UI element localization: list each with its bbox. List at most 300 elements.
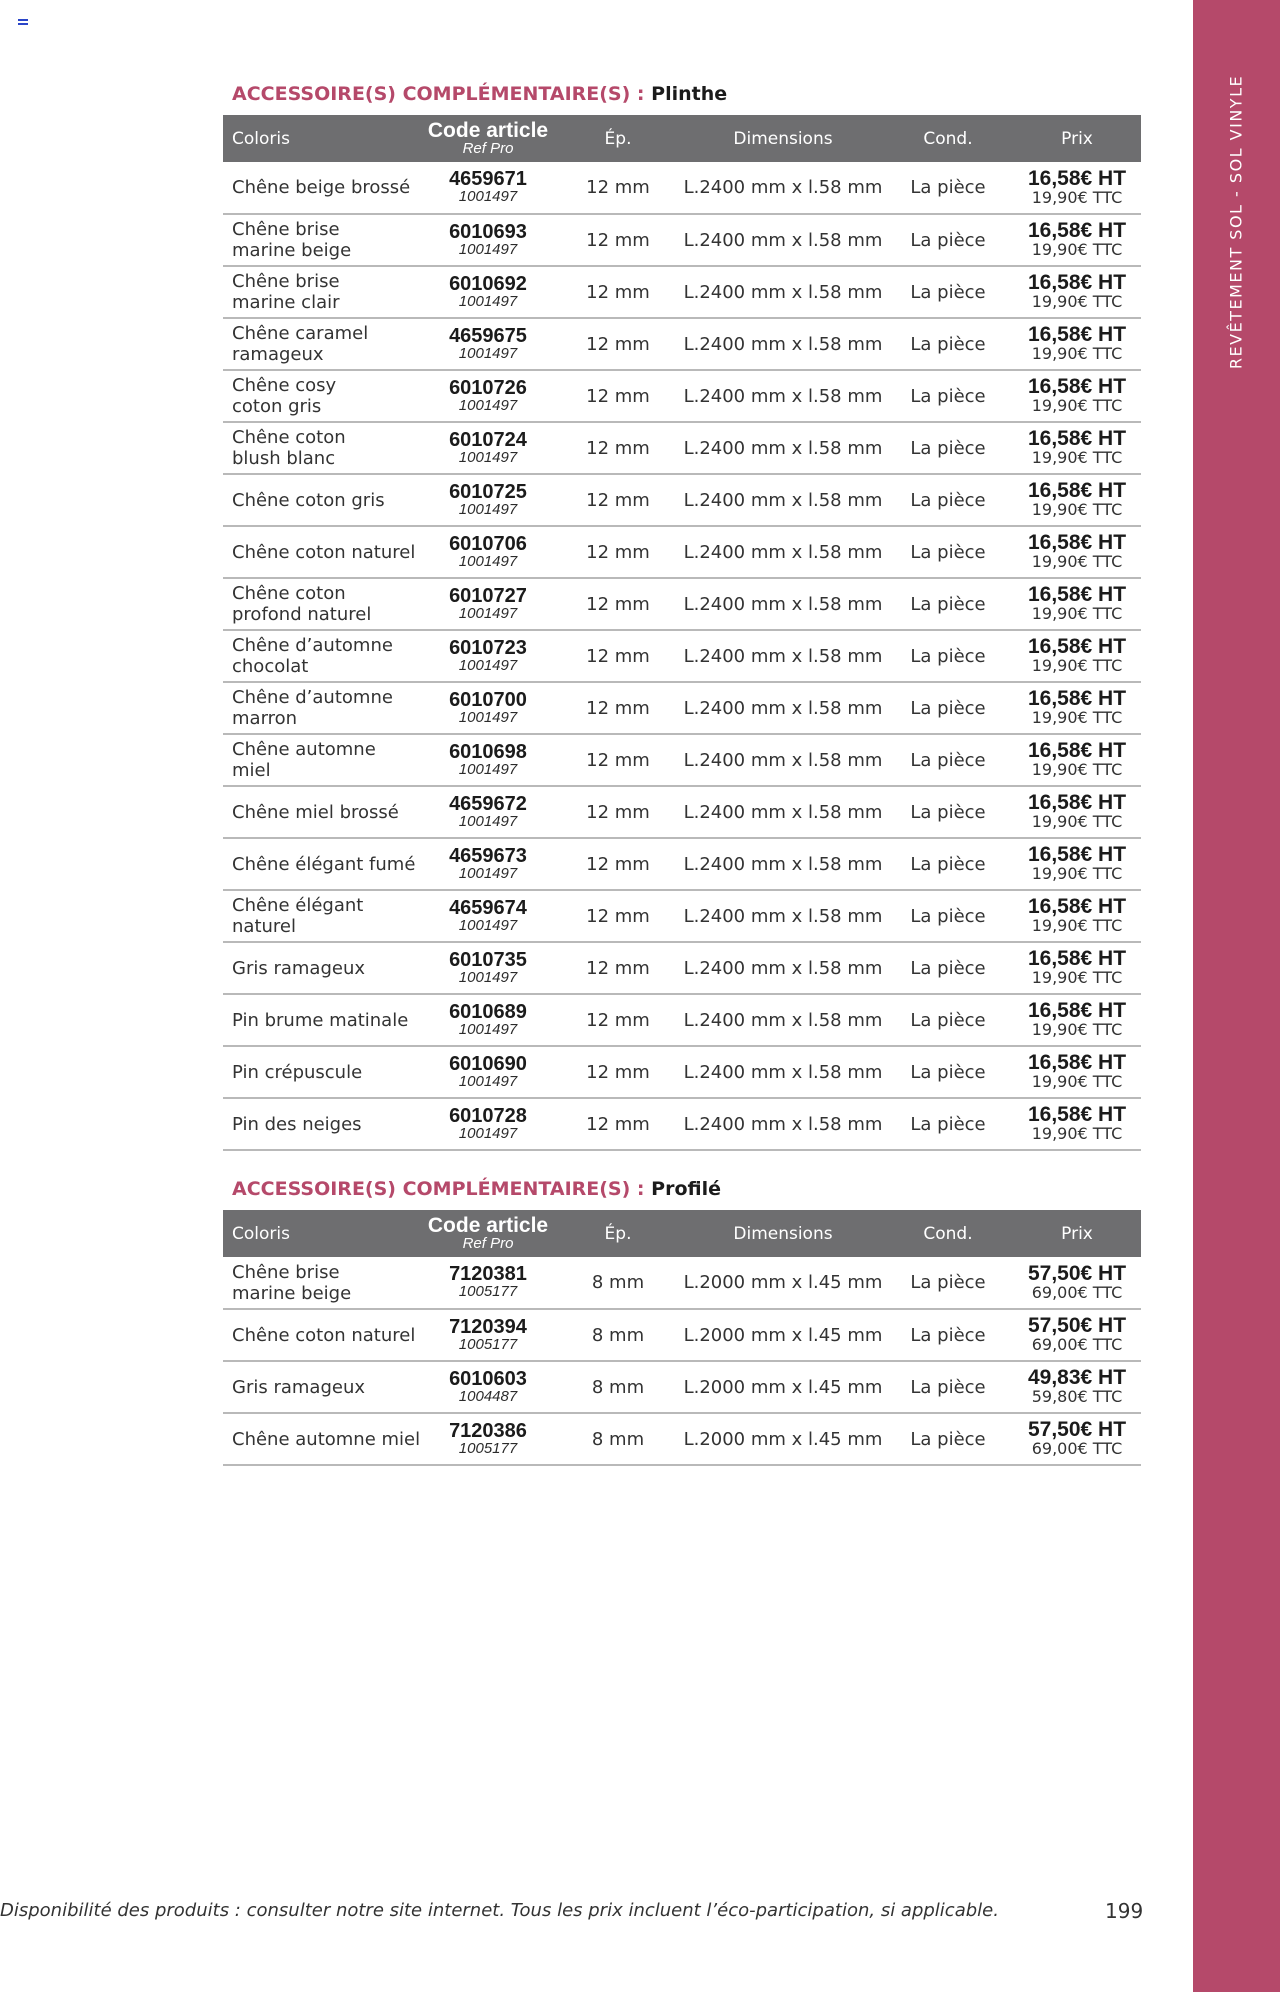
prix-cell: [1013, 578, 1141, 630]
plinthe-table: [223, 115, 1141, 1151]
code-article: 4659672: [449, 792, 527, 815]
dimensions-cell: L.2000 mm x l.45 mm: [683, 1376, 883, 1398]
coloris-line: Chêne élégant: [232, 895, 364, 916]
prix-cell: [1013, 838, 1141, 890]
coloris-line: marron: [232, 708, 298, 729]
table-row: [223, 1361, 1141, 1413]
price-ttc: 19,90€ TTC: [1031, 448, 1123, 467]
coloris-line: Chêne brise: [232, 271, 340, 292]
prix-cell: [1013, 1309, 1141, 1361]
header-coloris: Coloris: [232, 1223, 290, 1244]
prix-cell: [1013, 630, 1141, 682]
cond-cell: La pièce: [910, 1113, 986, 1135]
ep-cell: 12 mm: [586, 281, 650, 303]
code-article: 6010690: [449, 1052, 527, 1075]
code-article: 7120394: [449, 1315, 527, 1338]
ref-pro: 1001497: [458, 864, 518, 882]
table-row: [223, 1309, 1141, 1361]
cond-cell: La pièce: [910, 437, 986, 459]
code-cell: [423, 318, 553, 370]
dimensions-cell: L.2000 mm x l.45 mm: [683, 1272, 883, 1293]
dimensions-cell: L.2400 mm x l.58 mm: [683, 229, 883, 251]
table-row: [223, 1046, 1141, 1098]
coloris-line: Chêne brise: [232, 219, 340, 240]
coloris-cell: [223, 786, 423, 838]
code-cell: [423, 1098, 553, 1150]
code-cell: [423, 1361, 553, 1413]
cond-cell: La pièce: [910, 1061, 986, 1083]
price-ht: 16,58€ HT: [1027, 323, 1127, 346]
ref-pro: 1001497: [458, 708, 518, 726]
prix-cell: [1013, 162, 1141, 214]
price-ttc: 19,90€ TTC: [1031, 656, 1123, 675]
header-code-article: [423, 115, 553, 162]
profile-title-prefix: ACCESSOIRE(S) COMPLÉMENTAIRE(S) :: [232, 1178, 645, 1200]
table-row: [223, 526, 1141, 578]
prix-cell: [1013, 1098, 1141, 1150]
coloris-cell: [223, 474, 423, 526]
dimensions-cell: L.2400 mm x l.58 mm: [683, 1113, 883, 1135]
prix-cell: [1013, 318, 1141, 370]
cond-cell: La pièce: [910, 385, 986, 407]
code-article: 6010700: [449, 688, 527, 711]
page-number: 199: [1105, 1899, 1144, 1923]
dimensions-cell: L.2400 mm x l.58 mm: [683, 437, 883, 459]
code-cell: [423, 994, 553, 1046]
ref-pro: 1001497: [458, 292, 518, 310]
cond-cell: La pièce: [910, 229, 986, 251]
coloris-cell: [223, 994, 423, 1046]
ep-cell: 12 mm: [586, 489, 650, 511]
code-cell: [423, 942, 553, 994]
cond-cell: La pièce: [910, 697, 986, 719]
coloris-line: ramageux: [232, 344, 324, 365]
header-dimensions: Dimensions: [733, 1223, 833, 1244]
ep-cell: 12 mm: [586, 645, 650, 667]
coloris-cell: [223, 266, 423, 318]
price-ttc: 19,90€ TTC: [1031, 292, 1123, 311]
prix-cell: [1013, 474, 1141, 526]
code-article: 4659674: [449, 896, 527, 919]
table-row: [223, 162, 1141, 214]
dimensions-cell: L.2400 mm x l.58 mm: [683, 593, 883, 615]
dimensions-cell: L.2400 mm x l.58 mm: [683, 1061, 883, 1083]
ref-pro: 1001497: [458, 656, 518, 674]
code-cell: [423, 162, 553, 214]
coloris-cell: [223, 1257, 423, 1309]
ep-cell: 12 mm: [586, 333, 650, 355]
code-cell: [423, 786, 553, 838]
header-cond: Cond.: [923, 128, 973, 149]
coloris-cell: [223, 1361, 423, 1413]
price-ttc: 19,90€ TTC: [1031, 344, 1123, 363]
coloris-cell: [223, 1413, 423, 1465]
cond-cell: La pièce: [910, 1272, 986, 1293]
price-ttc: 69,00€ TTC: [1031, 1282, 1123, 1302]
coloris-line: Gris ramageux: [232, 1376, 366, 1398]
coloris-line: marine beige: [232, 240, 352, 261]
coloris-line: Chêne automne miel: [232, 1428, 421, 1450]
price-ttc: 69,00€ TTC: [1031, 1439, 1123, 1458]
profile-table: [223, 1210, 1141, 1466]
price-ht: 16,58€ HT: [1027, 166, 1127, 190]
coloris-line: Pin des neiges: [232, 1113, 362, 1135]
coloris-line: Chêne miel brossé: [232, 801, 399, 823]
price-ht: 16,58€ HT: [1027, 687, 1127, 710]
cond-cell: La pièce: [910, 1428, 986, 1450]
ep-cell: 12 mm: [586, 905, 650, 927]
table-row: [223, 266, 1141, 318]
ep-cell: 12 mm: [586, 385, 650, 407]
code-cell: [423, 422, 553, 474]
prix-cell: [1013, 890, 1141, 942]
price-ht: 16,58€ HT: [1027, 531, 1127, 554]
code-cell: [423, 1046, 553, 1098]
table-row: [223, 682, 1141, 734]
coloris-line: profond naturel: [232, 604, 372, 625]
code-article: 6010727: [449, 584, 527, 607]
plinthe-title-name: Plinthe: [651, 83, 728, 105]
prix-cell: [1013, 370, 1141, 422]
ref-pro: 1001497: [458, 968, 518, 986]
prix-cell: [1013, 1046, 1141, 1098]
price-ht: 16,58€ HT: [1027, 219, 1127, 242]
cond-cell: La pièce: [910, 1324, 986, 1346]
coloris-cell: [223, 1309, 423, 1361]
ref-pro: 1005177: [458, 1335, 518, 1353]
ref-pro: 1005177: [458, 1439, 518, 1457]
code-cell: [423, 890, 553, 942]
ep-cell: 12 mm: [586, 177, 650, 198]
coloris-cell: [223, 318, 423, 370]
ep-cell: 12 mm: [586, 749, 650, 771]
coloris-line: marine clair: [232, 292, 340, 313]
code-cell: [423, 1257, 553, 1309]
price-ht: 16,58€ HT: [1027, 635, 1127, 658]
code-cell: [423, 526, 553, 578]
ep-cell: 8 mm: [591, 1324, 645, 1346]
ref-pro: 1004487: [458, 1387, 518, 1405]
price-ht: 57,50€ HT: [1027, 1418, 1127, 1441]
ep-cell: 12 mm: [586, 853, 650, 875]
table-row: [223, 1257, 1141, 1309]
prix-cell: [1013, 734, 1141, 786]
price-ht: 16,58€ HT: [1027, 583, 1127, 606]
price-ttc: 19,90€ TTC: [1031, 916, 1123, 935]
table-row: [223, 370, 1141, 422]
dimensions-cell: L.2400 mm x l.58 mm: [683, 1009, 883, 1031]
ep-cell: 12 mm: [586, 541, 650, 563]
dimensions-cell: L.2400 mm x l.58 mm: [683, 333, 883, 355]
price-ttc: 69,00€ TTC: [1031, 1335, 1123, 1354]
dimensions-cell: L.2400 mm x l.58 mm: [683, 645, 883, 667]
ep-cell: 12 mm: [586, 437, 650, 459]
price-ht: 16,58€ HT: [1027, 479, 1127, 502]
ep-cell: 12 mm: [586, 229, 650, 251]
cond-cell: La pièce: [910, 333, 986, 355]
coloris-line: Pin crépuscule: [232, 1061, 363, 1083]
code-article: 7120381: [449, 1263, 527, 1285]
dimensions-cell: L.2400 mm x l.58 mm: [683, 957, 883, 979]
ep-cell: 8 mm: [591, 1428, 645, 1450]
cond-cell: La pièce: [910, 281, 986, 303]
table-row: [223, 1098, 1141, 1150]
table-row: [223, 838, 1141, 890]
menu-icon[interactable]: [18, 19, 28, 27]
price-ttc: 19,90€ TTC: [1031, 187, 1123, 207]
code-cell: [423, 838, 553, 890]
prix-cell: [1013, 786, 1141, 838]
coloris-cell: [223, 162, 423, 214]
coloris-line: Chêne coton: [232, 427, 346, 448]
code-article: 6010724: [449, 428, 527, 451]
header-code-article: [423, 1210, 553, 1257]
coloris-cell: [223, 1046, 423, 1098]
code-article: 4659673: [449, 844, 527, 867]
prix-cell: [1013, 526, 1141, 578]
code-article: 6010723: [449, 636, 527, 659]
prix-cell: [1013, 214, 1141, 266]
coloris-line: Gris ramageux: [232, 957, 366, 979]
coloris-line: Chêne coton naturel: [232, 541, 416, 563]
cond-cell: La pièce: [910, 1376, 986, 1398]
price-ht: 57,50€ HT: [1027, 1314, 1127, 1337]
code-article: 6010728: [449, 1104, 527, 1127]
price-ttc: 19,90€ TTC: [1031, 604, 1123, 623]
ep-cell: 12 mm: [586, 697, 650, 719]
ref-pro: 1001497: [458, 500, 518, 518]
price-ttc: 19,90€ TTC: [1031, 1124, 1123, 1143]
ref-pro: 1001497: [458, 760, 518, 778]
dimensions-cell: L.2400 mm x l.58 mm: [683, 905, 883, 927]
prix-cell: [1013, 266, 1141, 318]
ref-pro: 1001497: [458, 344, 518, 362]
code-article: 4659671: [449, 168, 527, 190]
coloris-line: Chêne d’automne: [232, 635, 393, 656]
cond-cell: La pièce: [910, 593, 986, 615]
code-article: 7120386: [449, 1419, 527, 1442]
header-code-article-label: Code article: [427, 118, 549, 142]
prix-cell: [1013, 1361, 1141, 1413]
ref-pro: 1001497: [458, 552, 518, 570]
price-ttc: 59,80€ TTC: [1031, 1387, 1123, 1406]
ref-pro: 1005177: [458, 1283, 518, 1300]
coloris-line: blush blanc: [232, 448, 336, 469]
code-cell: [423, 630, 553, 682]
coloris-cell: [223, 526, 423, 578]
table-row: [223, 994, 1141, 1046]
coloris-line: Chêne coton naturel: [232, 1324, 416, 1346]
footer-availability-note: Disponibilité des produits : consulter notre site internet. Tous les prix incluent l’éco-participation, si applicable.: [0, 1900, 999, 1921]
price-ht: 49,83€ HT: [1027, 1366, 1127, 1389]
price-ttc: 19,90€ TTC: [1031, 864, 1123, 883]
coloris-line: Chêne cosy: [232, 375, 337, 396]
sidebar-label: REVÊTEMENT SOL - SOL VINYLE: [1226, 74, 1246, 370]
header-code-article-label: Code article: [427, 1213, 549, 1237]
code-article: 6010603: [449, 1367, 527, 1390]
coloris-cell: [223, 422, 423, 474]
coloris-cell: [223, 578, 423, 630]
header-ref-pro-label: Ref Pro: [462, 1234, 514, 1252]
profile-table-header: [223, 1210, 1141, 1257]
dimensions-cell: L.2400 mm x l.58 mm: [683, 281, 883, 303]
ref-pro: 1001497: [458, 396, 518, 414]
prix-cell: [1013, 1413, 1141, 1465]
plinthe-title-prefix: ACCESSOIRE(S) COMPLÉMENTAIRE(S) :: [232, 83, 645, 105]
dimensions-cell: L.2400 mm x l.58 mm: [683, 853, 883, 875]
code-cell: [423, 214, 553, 266]
ref-pro: 1001497: [458, 812, 518, 830]
cond-cell: La pièce: [910, 645, 986, 667]
code-cell: [423, 578, 553, 630]
price-ht: 16,58€ HT: [1027, 895, 1127, 918]
code-cell: [423, 370, 553, 422]
ref-pro: 1001497: [458, 1124, 518, 1142]
price-ttc: 19,90€ TTC: [1031, 760, 1123, 779]
dimensions-cell: L.2400 mm x l.58 mm: [683, 177, 883, 198]
cond-cell: La pièce: [910, 177, 986, 198]
price-ttc: 19,90€ TTC: [1031, 968, 1123, 987]
ep-cell: 12 mm: [586, 1113, 650, 1135]
price-ttc: 19,90€ TTC: [1031, 552, 1123, 571]
table-row: [223, 890, 1141, 942]
header-ref-pro-label: Ref Pro: [462, 139, 514, 157]
ep-cell: 12 mm: [586, 801, 650, 823]
code-article: 6010735: [449, 948, 527, 971]
ref-pro: 1001497: [458, 240, 518, 258]
header-prix: Prix: [1061, 1223, 1093, 1244]
coloris-line: naturel: [232, 916, 296, 937]
price-ht: 16,58€ HT: [1027, 1103, 1127, 1126]
prix-cell: [1013, 422, 1141, 474]
price-ttc: 19,90€ TTC: [1031, 1072, 1123, 1091]
coloris-cell: [223, 214, 423, 266]
table-row: [223, 1413, 1141, 1465]
code-cell: [423, 266, 553, 318]
table-row: [223, 318, 1141, 370]
price-ttc: 19,90€ TTC: [1031, 500, 1123, 519]
price-ht: 16,58€ HT: [1027, 1051, 1127, 1074]
cond-cell: La pièce: [910, 541, 986, 563]
profile-section-title: [232, 1178, 721, 1200]
dimensions-cell: L.2400 mm x l.58 mm: [683, 801, 883, 823]
ep-cell: 12 mm: [586, 593, 650, 615]
coloris-line: Chêne élégant fumé: [232, 853, 416, 875]
coloris-line: Chêne d’automne: [232, 687, 393, 708]
ref-pro: 1001497: [458, 916, 518, 934]
cond-cell: La pièce: [910, 1009, 986, 1031]
code-article: 6010726: [449, 376, 527, 399]
coloris-cell: [223, 1098, 423, 1150]
price-ht: 16,58€ HT: [1027, 843, 1127, 866]
coloris-line: marine beige: [232, 1282, 352, 1304]
cond-cell: La pièce: [910, 957, 986, 979]
coloris-line: Chêne automne: [232, 739, 376, 760]
coloris-cell: [223, 838, 423, 890]
price-ht: 16,58€ HT: [1027, 271, 1127, 294]
code-article: 4659675: [449, 324, 527, 347]
header-prix: Prix: [1061, 128, 1093, 149]
table-row: [223, 734, 1141, 786]
prix-cell: [1013, 682, 1141, 734]
dimensions-cell: L.2400 mm x l.58 mm: [683, 489, 883, 511]
coloris-line: Chêne brise: [232, 1261, 340, 1283]
code-article: 6010693: [449, 220, 527, 243]
coloris-cell: [223, 734, 423, 786]
price-ht: 16,58€ HT: [1027, 739, 1127, 762]
dimensions-cell: L.2400 mm x l.58 mm: [683, 697, 883, 719]
coloris-cell: [223, 370, 423, 422]
header-ep: Ép.: [604, 128, 632, 149]
cond-cell: La pièce: [910, 489, 986, 511]
table-row: [223, 942, 1141, 994]
table-row: [223, 630, 1141, 682]
coloris-line: Pin brume matinale: [232, 1009, 409, 1031]
coloris-line: miel: [232, 760, 271, 781]
code-cell: [423, 682, 553, 734]
table-row: [223, 474, 1141, 526]
code-article: 6010725: [449, 480, 527, 503]
price-ht: 16,58€ HT: [1027, 375, 1127, 398]
price-ttc: 19,90€ TTC: [1031, 396, 1123, 415]
header-dimensions: Dimensions: [733, 128, 833, 149]
ep-cell: 12 mm: [586, 1061, 650, 1083]
code-article: 6010706: [449, 532, 527, 555]
table-row: [223, 578, 1141, 630]
price-ht: 16,58€ HT: [1027, 999, 1127, 1022]
dimensions-cell: L.2400 mm x l.58 mm: [683, 385, 883, 407]
prix-cell: [1013, 942, 1141, 994]
coloris-line: coton gris: [232, 396, 322, 417]
cond-cell: La pièce: [910, 749, 986, 771]
cond-cell: La pièce: [910, 801, 986, 823]
cond-cell: La pièce: [910, 905, 986, 927]
coloris-line: Chêne beige brossé: [232, 177, 411, 198]
coloris-cell: [223, 630, 423, 682]
coloris-line: Chêne coton gris: [232, 489, 385, 511]
code-article: 6010692: [449, 272, 527, 295]
profile-title-name: Profilé: [651, 1178, 721, 1200]
price-ttc: 19,90€ TTC: [1031, 812, 1123, 831]
coloris-cell: [223, 682, 423, 734]
header-cond: Cond.: [923, 1223, 973, 1244]
ref-pro: 1001497: [458, 1020, 518, 1038]
price-ttc: 19,90€ TTC: [1031, 708, 1123, 727]
dimensions-cell: L.2000 mm x l.45 mm: [683, 1324, 883, 1346]
ref-pro: 1001497: [458, 448, 518, 466]
code-cell: [423, 474, 553, 526]
price-ht: 16,58€ HT: [1027, 947, 1127, 970]
ep-cell: 12 mm: [586, 957, 650, 979]
prix-cell: [1013, 994, 1141, 1046]
code-cell: [423, 1413, 553, 1465]
price-ht: 16,58€ HT: [1027, 791, 1127, 814]
price-ttc: 19,90€ TTC: [1031, 1020, 1123, 1039]
ep-cell: 8 mm: [591, 1376, 645, 1398]
code-article: 6010698: [449, 740, 527, 763]
coloris-line: chocolat: [232, 656, 309, 677]
code-cell: [423, 1309, 553, 1361]
code-cell: [423, 734, 553, 786]
price-ht: 16,58€ HT: [1027, 427, 1127, 450]
prix-cell: [1013, 1257, 1141, 1309]
dimensions-cell: L.2400 mm x l.58 mm: [683, 541, 883, 563]
ref-pro: 1001497: [458, 604, 518, 622]
ref-pro: 1001497: [458, 188, 518, 205]
price-ht: 57,50€ HT: [1027, 1261, 1127, 1285]
coloris-line: Chêne caramel: [232, 323, 369, 344]
coloris-line: Chêne coton: [232, 583, 346, 604]
